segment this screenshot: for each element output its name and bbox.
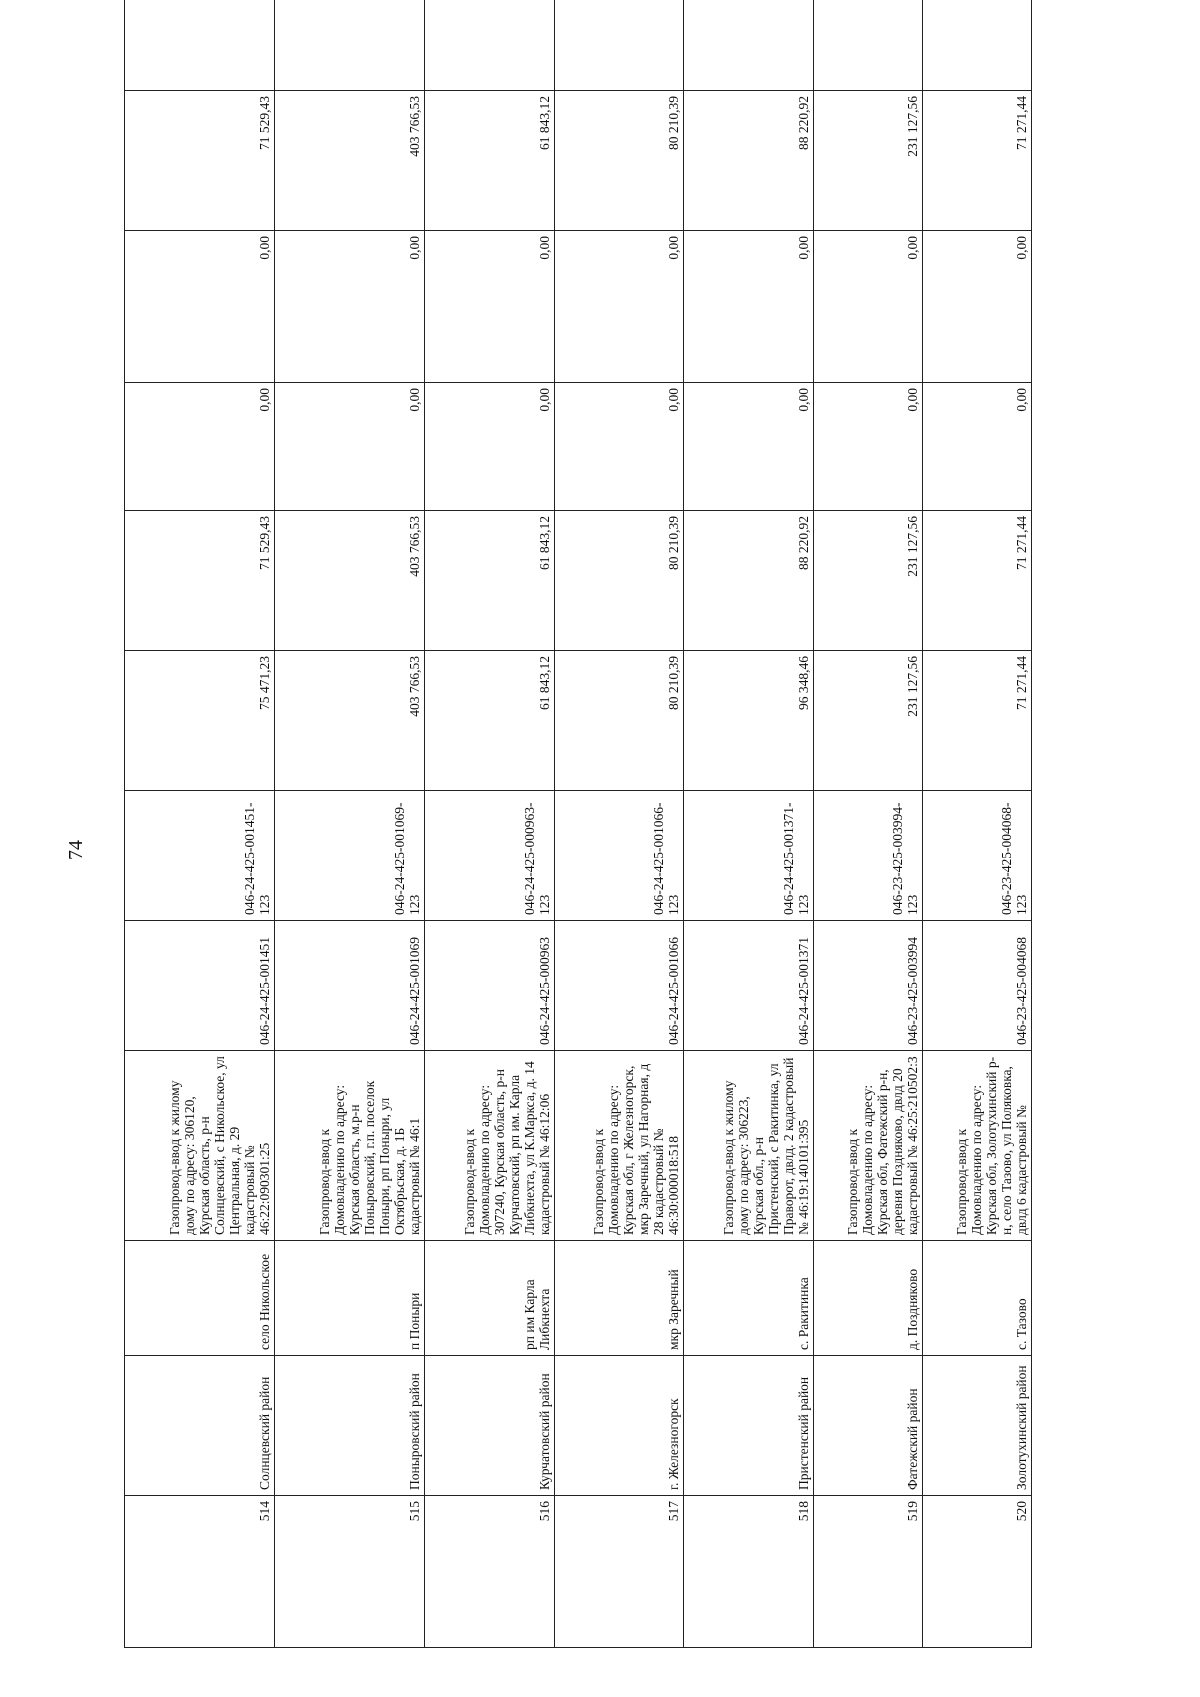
rotated-table-wrapper <box>124 58 1032 1648</box>
row-number: 517 <box>554 1496 684 1648</box>
value-6 <box>684 0 814 91</box>
value-2: 71 529,43 <box>125 511 275 651</box>
settlement: с. Ракитинка <box>684 1241 814 1356</box>
object-code: 046-24-425-001066 <box>554 921 684 1051</box>
value-1: 71 271,44 <box>922 651 1031 791</box>
object-subcode: 046-24-425-001069-123 <box>275 791 425 921</box>
page-number: 74 <box>65 840 87 860</box>
value-4: 0,00 <box>275 231 425 383</box>
value-1: 96 348,46 <box>684 651 814 791</box>
object-subcode: 046-24-425-001371-123 <box>684 791 814 921</box>
object-subcode: 046-24-425-000963-123 <box>425 791 555 921</box>
value-6 <box>813 0 922 91</box>
value-6 <box>275 0 425 91</box>
district: Поныровский район <box>275 1356 425 1496</box>
settlement: п Поныри <box>275 1241 425 1356</box>
table-row <box>425 0 555 1648</box>
object-subcode: 046-23-425-003994-123 <box>813 791 922 921</box>
object-subcode: 046-24-425-001066-123 <box>554 791 684 921</box>
value-4: 0,00 <box>684 231 814 383</box>
settlement: с. Тазово <box>922 1241 1031 1356</box>
value-2: 231 127,56 <box>813 511 922 651</box>
value-5: 71 271,44 <box>922 91 1031 231</box>
value-5: 71 529,43 <box>125 91 275 231</box>
value-1: 80 210,39 <box>554 651 684 791</box>
object-description: Газопровод-ввод к Домовладению по адресу: Курская обл, Фатежский р-н, деревня Поздняково, двлд 20 кадастровый № 46:25:210502:3 <box>813 1051 922 1241</box>
value-1: 231 127,56 <box>813 651 922 791</box>
object-code: 046-23-425-003994 <box>813 921 922 1051</box>
value-2: 80 210,39 <box>554 511 684 651</box>
value-3: 0,00 <box>813 383 922 511</box>
value-5: 80 210,39 <box>554 91 684 231</box>
value-5: 88 220,92 <box>684 91 814 231</box>
value-2: 61 843,12 <box>425 511 555 651</box>
table-row <box>554 0 684 1648</box>
row-number: 515 <box>275 1496 425 1648</box>
object-code: 046-23-425-004068 <box>922 921 1031 1051</box>
value-3: 0,00 <box>684 383 814 511</box>
object-description: Газопровод-ввод к Домовладению по адресу: Курская обл, г Железногорск, мкр Заречный, ул Нагорная, д 28 кадастровый № 46:30:000018:518 <box>554 1051 684 1241</box>
object-description: Газопровод-ввод к Домовладению по адресу: 307240, Курская область, р-н Курчатовский, рп им. Карла Либкнехта, ул К.Маркса, д. 14 кадастровый № 46:12:06 <box>425 1051 555 1241</box>
table-row <box>275 0 425 1648</box>
value-3: 0,00 <box>275 383 425 511</box>
object-description: Газопровод-ввод к Домовладению по адресу: Курская область, м.р-н Поныровский, г.п. поселок Поныри, рп Поныри, ул Октябрьская, д. 1Б кадастровый № 46:1 <box>275 1051 425 1241</box>
row-number: 518 <box>684 1496 814 1648</box>
object-code: 046-24-425-001451 <box>125 921 275 1051</box>
row-number: 519 <box>813 1496 922 1648</box>
district: г. Железногорск <box>554 1356 684 1496</box>
value-5: 403 766,53 <box>275 91 425 231</box>
table-row <box>684 0 814 1648</box>
row-number: 514 <box>125 1496 275 1648</box>
value-3: 0,00 <box>554 383 684 511</box>
settlement: мкр Заречный <box>554 1241 684 1356</box>
value-4: 0,00 <box>554 231 684 383</box>
row-number: 516 <box>425 1496 555 1648</box>
object-description: Газопровод-ввод к жилому дому по адресу: 306120, Курская область, р-н Солнцевский, с Никольское, ул Центральная, д. 29 кадастровый № 46:22:090301:25 <box>125 1051 275 1241</box>
district: Курчатовский район <box>425 1356 555 1496</box>
value-5: 61 843,12 <box>425 91 555 231</box>
object-code: 046-24-425-000963 <box>425 921 555 1051</box>
table-row <box>813 0 922 1648</box>
value-1: 75 471,23 <box>125 651 275 791</box>
table-row <box>922 0 1031 1648</box>
object-subcode: 046-23-425-004068-123 <box>922 791 1031 921</box>
object-description: Газопровод-ввод к Домовладению по адресу: Курская обл, Золотухинский р-н, село Тазово, ул Поляковка, двлд 6 кадастровый № <box>922 1051 1031 1241</box>
row-number: 520 <box>922 1496 1031 1648</box>
object-code: 046-24-425-001069 <box>275 921 425 1051</box>
value-4: 0,00 <box>922 231 1031 383</box>
value-3: 0,00 <box>125 383 275 511</box>
value-6 <box>125 0 275 91</box>
object-subcode: 046-24-425-001451-123 <box>125 791 275 921</box>
value-2: 403 766,53 <box>275 511 425 651</box>
data-table <box>124 0 1032 1648</box>
value-4: 0,00 <box>125 231 275 383</box>
district: Фатежский район <box>813 1356 922 1496</box>
value-6 <box>922 0 1031 91</box>
value-6 <box>554 0 684 91</box>
value-6 <box>425 0 555 91</box>
district: Пристенский район <box>684 1356 814 1496</box>
value-2: 71 271,44 <box>922 511 1031 651</box>
value-4: 0,00 <box>813 231 922 383</box>
value-1: 61 843,12 <box>425 651 555 791</box>
district: Солнцевский район <box>125 1356 275 1496</box>
settlement: д. Поздняково <box>813 1241 922 1356</box>
table-row <box>125 0 275 1648</box>
value-2: 88 220,92 <box>684 511 814 651</box>
value-1: 403 766,53 <box>275 651 425 791</box>
object-code: 046-24-425-001371 <box>684 921 814 1051</box>
value-3: 0,00 <box>425 383 555 511</box>
settlement: рп им Карла Либкнехта <box>425 1241 555 1356</box>
object-description: Газопровод-ввод к жилому дому по адресу: 306223, Курская обл., р-н Пристенский, с Ракитинка, ул Праворот, двлд. 2 кадастровый № 46:19:140101:395 <box>684 1051 814 1241</box>
value-4: 0,00 <box>425 231 555 383</box>
settlement: село Никольское <box>125 1241 275 1356</box>
value-3: 0,00 <box>922 383 1031 511</box>
value-5: 231 127,56 <box>813 91 922 231</box>
district: Золотухинский район <box>922 1356 1031 1496</box>
